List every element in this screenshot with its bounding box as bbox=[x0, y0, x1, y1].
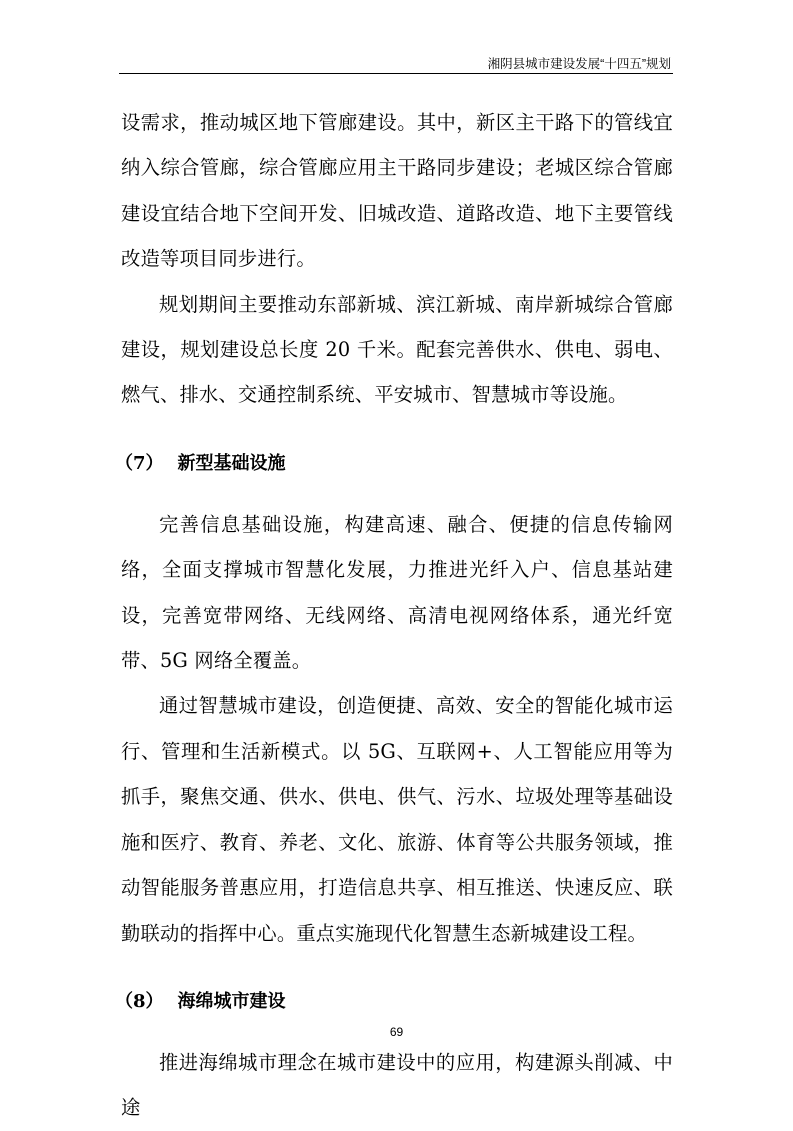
section-title: 新型基础设施 bbox=[177, 452, 286, 474]
paragraph-sponge-city: 推进海绵城市理念在城市建设中的应用，构建源头削减、中途 bbox=[121, 1050, 673, 1120]
header-divider bbox=[119, 73, 673, 74]
page-number: 69 bbox=[389, 1025, 404, 1039]
section-number: （8） bbox=[115, 990, 164, 1012]
document-body bbox=[115, 100, 673, 1131]
paragraph-information-infrastructure: 完善信息基础设施，构建高速、融合、便捷的信息传输网络，全面支撑城市智慧化发展，力推进光纤入户、信息基站建设，完善宽带网络、无线网络、高清电视网络体系，通光纤宽带、5G 网络全覆盖。 bbox=[121, 512, 673, 673]
section-title: 海绵城市建设 bbox=[177, 990, 286, 1012]
section-heading-new-infrastructure bbox=[115, 452, 673, 476]
section-number: （7） bbox=[115, 452, 164, 474]
paragraph-pipe-corridor-plan: 规划期间主要推动东部新城、滨江新城、南岸新城综合管廊建设，规划建设总长度 20 千米。配套完善供水、供电、弱电、燃气、排水、交通控制系统、平安城市、智慧城市等设施。 bbox=[121, 292, 673, 407]
running-header-title: 湘阴县城市建设发展“十四五”规划 bbox=[487, 57, 671, 71]
section-heading-sponge-city bbox=[115, 990, 673, 1014]
paragraph-pipe-corridor-continued: 设需求，推动城区地下管廊建设。其中，新区主干路下的管线宜纳入综合管廊，综合管廊应用主干路同步建设；老城区综合管廊建设宜结合地下空间开发、旧城改造、道路改造、地下主要管线改造等项目同步进行。 bbox=[121, 111, 673, 271]
paragraph-smart-city: 通过智慧城市建设，创造便捷、高效、安全的智能化城市运行、管理和生活新模式。以 5G、互联网+、人工智能应用等为抓手，聚焦交通、供水、供电、供气、污水、垃圾处理等基础设施和医疗、教育、养老、文化、旅游、体育等公共服务领域，推动智能服务普惠应用，打造信息共享、相互推送、快速反应、联勤联动的指挥中心。重点实施现代化智慧生态新城建设工程。 bbox=[121, 694, 673, 945]
